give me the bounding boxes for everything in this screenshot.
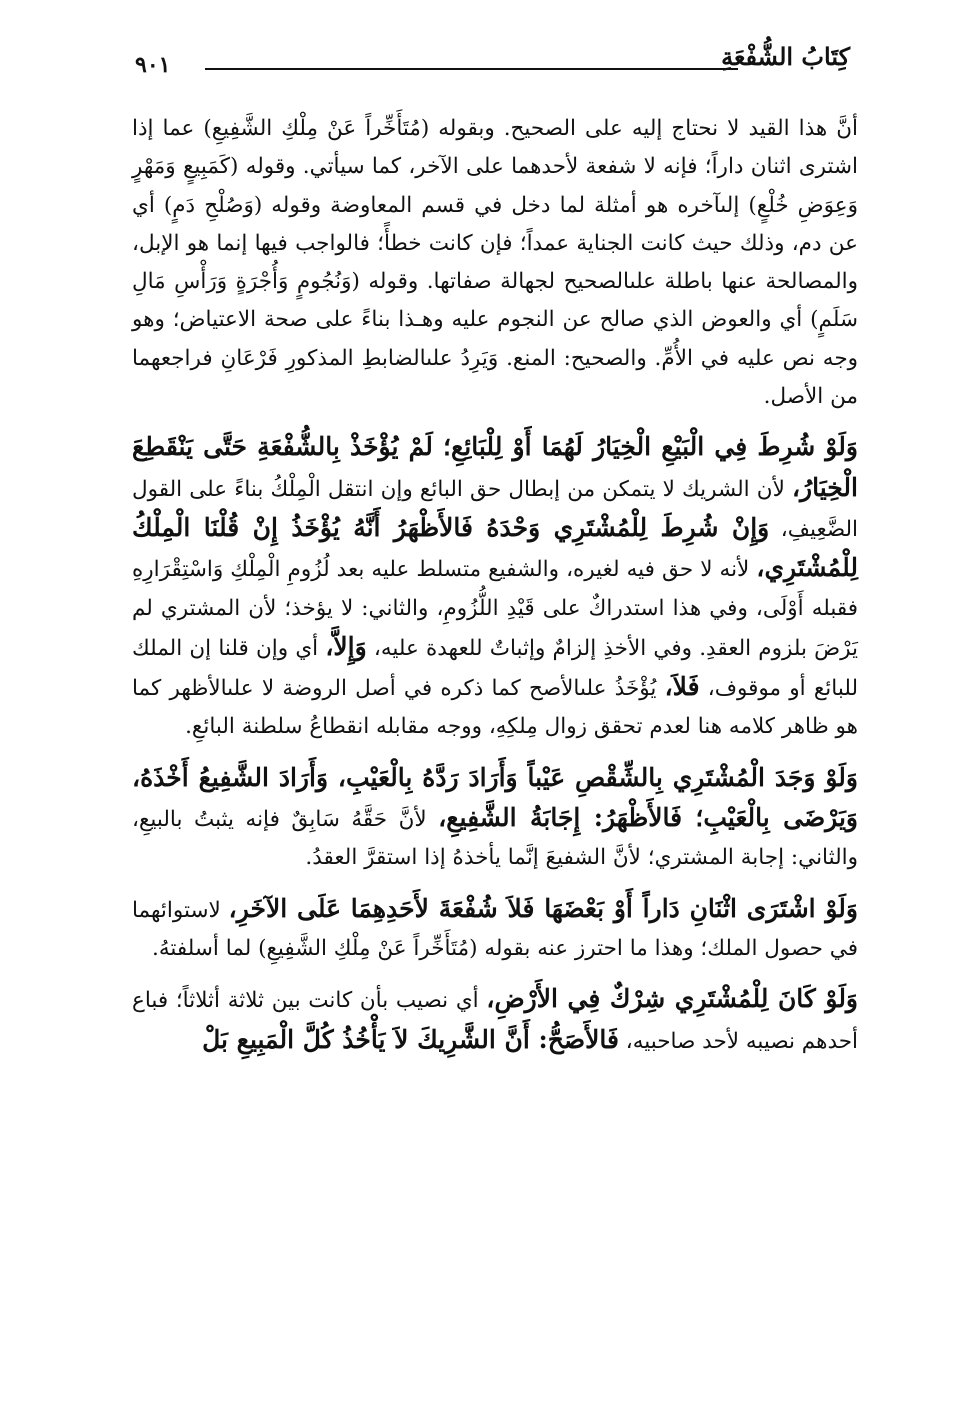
header-rule [205,68,738,70]
page-number: ٩٠١ [135,52,171,78]
commentary-text: أنَّ هذا القيد لا نحتاج إليه على الصحيح. وبقوله (مُتَأَخِّراً عَنْ مِلْكِ الشَّفِيعِ) عما إذا اشترى اثنان داراً؛ فإنه لا شفعة لأحدهما على الآخر، كما سيأتي. وقوله (كَمَبِيعٍ وَمَهْرٍ وَعِوَضِ خُلْعٍ) إلىآخره هو أمثلة لما دخل في قسم المعاوضة وقوله (وَصُلْحِ دَمٍ) أي عن دم، وذلك حيث كانت الجناية عمداً؛ فإن كانت خطأً؛ فالواجب فيها إنما هو الإبل، والمصالحة عنها باطلة علىالصحيح لجهالة صفاتها. وقوله (وَنُجُومٍ وَأُجْرَةٍ وَرَأْسِ مَالِ سَلَمٍ) أي والعوض الذي صالح عن النجوم عليه وهـذا بناءً على صحة الاعتياض؛ وهو وجه نص عليه في الأُمِّ. والصحيح: المنع. وَيَرِدُ علىالضابطِ المذكورِ فَرْعَانِ فراجعهما من الأصل. [132,116,858,410]
commentary-text: يُؤْخَذُ علىالأصح كما ذكره في أصل الروضة لا علىالأظهر كما هو ظاهر كلامه هنا لعدم تحقق زوال مِلكِهِ، ووجه مقابله انقطاعُ سلطنة البائعِ. [132,676,858,740]
matn-text: وَإِلاَّ، [325,631,367,661]
matn-text: وَلَوْ شُرِطَ فِي الْبَيْعِ الْخِيَارُ لَهُمَا أَوْ لِلْبَائِعِ؛ لَمْ يُؤْخَذْ بِالشُّفْعَةِ حَتَّى يَنْقَطِعَ الْخِيَارُ، [132,432,858,502]
page-header [135,42,850,90]
matn-text: فَلاَ، [664,672,700,702]
paragraph [132,890,858,969]
commentary-text: لأن الشريك لا يتمكن من إبطال حق البائع وإن انتقل الْمِلْكُ بناءً على القول الضَّعِيفِ، [132,476,858,542]
commentary-text: لأنه لا حق فيه لغيره، والشفيع متسلط عليه بعد لُزُومِ الْمِلْكِ وَاسْتِقْرَارِهِ فقبله أَوْلَى، وفي هذا استدراكٌ على قَيْدِ اللُّزُومِ، والثاني: لا يؤخذ؛ لأن المشتري لم يَرْضَ بلزوم العقدِ. وفي الأخذِ إلزامٌ وإثباتٌ للعهدة عليه، [132,557,858,661]
page-body [132,110,858,1061]
commentary-text: أي نصيب بأن كانت بين ثلاثة أثلاثاً؛ فباع أحدهم نصيبه لأحد صاحبيه، [132,988,858,1054]
commentary-text: لاستوائهما في حصول الملك؛ وهذا ما احترز عنه بقوله (مُتَأَخِّراً عَنْ مِلْكِ الشَّفِيعِ) لما أسلفتهُ. [132,897,858,961]
matn-text: فَالأَصَحُّ: أَنَّ الشَّرِيكَ لاَ يَأْخُذُ كُلَّ الْمَبِيعِ بَلْ [202,1024,619,1054]
paragraph [132,759,858,878]
matn-text: وَإِنْ شُرِطَ لِلْمُشْتَرِي وَحْدَهُ فَالأَظْهَرُ أَنَّهُ يُؤْخَذُ إِنْ قُلْنَا الْمِلْكُ لِلْمُشْتَرِي، [132,512,858,583]
paragraph [132,110,858,416]
commentary-text: لأنَّ حَقَّهُ سَابِقٌ فإنه يثبتُ بالبيعِ، والثاني: إجابة المشتري؛ لأنَّ الشفيعَ إنَّما يأخذهُ إذا استقرَّ العقدُ. [132,807,858,871]
matn-text: وَلَوْ اشْتَرَى اثْنَانِ دَاراً أَوْ بَعْضَهَا فَلاَ شُفْعَةَ لأَحَدِهِمَا عَلَى الآخَرِ، [228,893,858,923]
matn-text: وَلَوْ وَجَدَ الْمُشْتَرِي بِالشِّقْصِ عَيْباً وَأَرَادَ رَدَّهُ بِالْعَيْبِ، وَأَرَادَ الشَّفِيعُ أَخْذَهُ، وَيَرْضَى بِالْعَيْبِ؛ فَالأَظْهَرُ: إِجَابَةُ الشَّفِيعِ، [132,762,858,833]
paragraph [132,980,858,1061]
matn-text: وَلَوْ كَانَ لِلْمُشْتَرِي شِرْكٌ فِي الأَرْضِ، [486,984,859,1014]
commentary-text: أي وإن قلنا إن الملك للبائع أو موقوف، [132,635,858,702]
chapter-title: كِتَابُ الشُّفْعَةِ [721,42,850,71]
paragraph [132,428,858,746]
